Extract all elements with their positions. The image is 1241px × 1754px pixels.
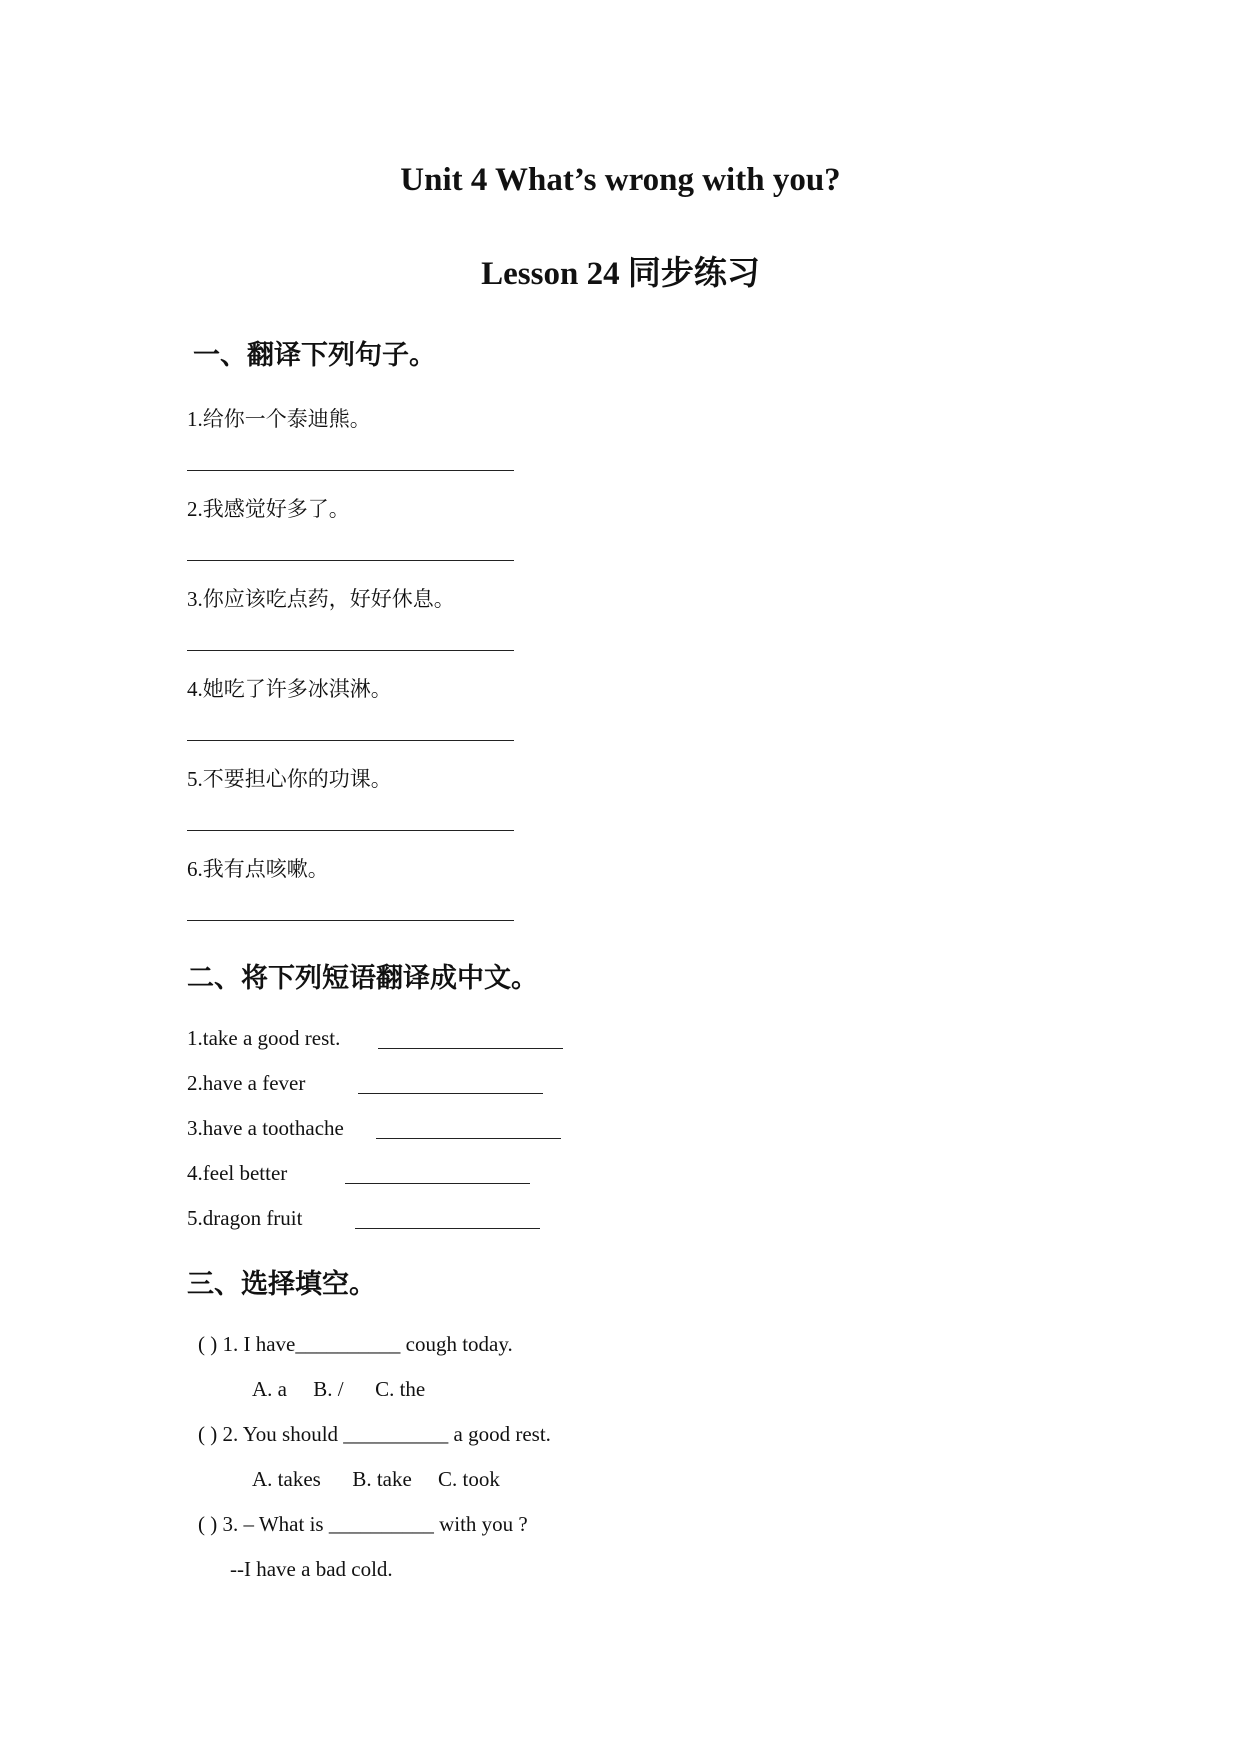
s3-question-2: ( ) 2. You should __________ a good rest. — [198, 1422, 551, 1446]
s3-question-3: ( ) 3. – What is __________ with you ? — [198, 1512, 528, 1536]
page-subtitle: Lesson 24 同步练习 — [481, 256, 760, 292]
s1-answer-line-2[interactable] — [187, 560, 514, 561]
s3-answer-3: --I have a bad cold. — [230, 1557, 393, 1581]
s1-item-4: 4.她吃了许多冰淇淋。 — [187, 677, 392, 701]
s2-item-1: 1.take a good rest. — [187, 1026, 341, 1050]
s2-answer-blank-5[interactable] — [355, 1228, 540, 1229]
s1-item-6: 6.我有点咳嗽。 — [187, 857, 329, 881]
s1-answer-line-3[interactable] — [187, 650, 514, 651]
page-title: Unit 4 What’s wrong with you? — [400, 162, 841, 198]
s2-item-3: 3.have a toothache — [187, 1116, 344, 1140]
s3-options-1: A. a B. / C. the — [252, 1377, 426, 1401]
section1-heading: 一、翻译下列句子。 — [193, 340, 436, 371]
s2-item-5: 5.dragon fruit — [187, 1206, 303, 1230]
s1-answer-line-5[interactable] — [187, 830, 514, 831]
s2-answer-blank-3[interactable] — [376, 1138, 561, 1139]
s2-answer-blank-4[interactable] — [345, 1183, 530, 1184]
s2-item-2: 2.have a fever — [187, 1071, 306, 1095]
s1-answer-line-4[interactable] — [187, 740, 514, 741]
s1-item-1: 1.给你一个泰迪熊。 — [187, 407, 371, 431]
s2-item-4: 4.feel better — [187, 1161, 288, 1185]
s1-item-3: 3.你应该吃点药，好好休息。 — [187, 587, 455, 611]
section2-heading: 二、将下列短语翻译成中文。 — [187, 963, 538, 994]
s2-answer-blank-1[interactable] — [378, 1048, 563, 1049]
s1-answer-line-6[interactable] — [187, 920, 514, 921]
s3-options-2: A. takes B. take C. took — [252, 1467, 500, 1491]
s1-item-5: 5.不要担心你的功课。 — [187, 767, 392, 791]
section3-heading: 三、选择填空。 — [187, 1269, 376, 1300]
s2-answer-blank-2[interactable] — [358, 1093, 543, 1094]
s1-answer-line-1[interactable] — [187, 470, 514, 471]
s1-item-2: 2.我感觉好多了。 — [187, 497, 350, 521]
s3-question-1: ( ) 1. I have__________ cough today. — [198, 1332, 513, 1356]
